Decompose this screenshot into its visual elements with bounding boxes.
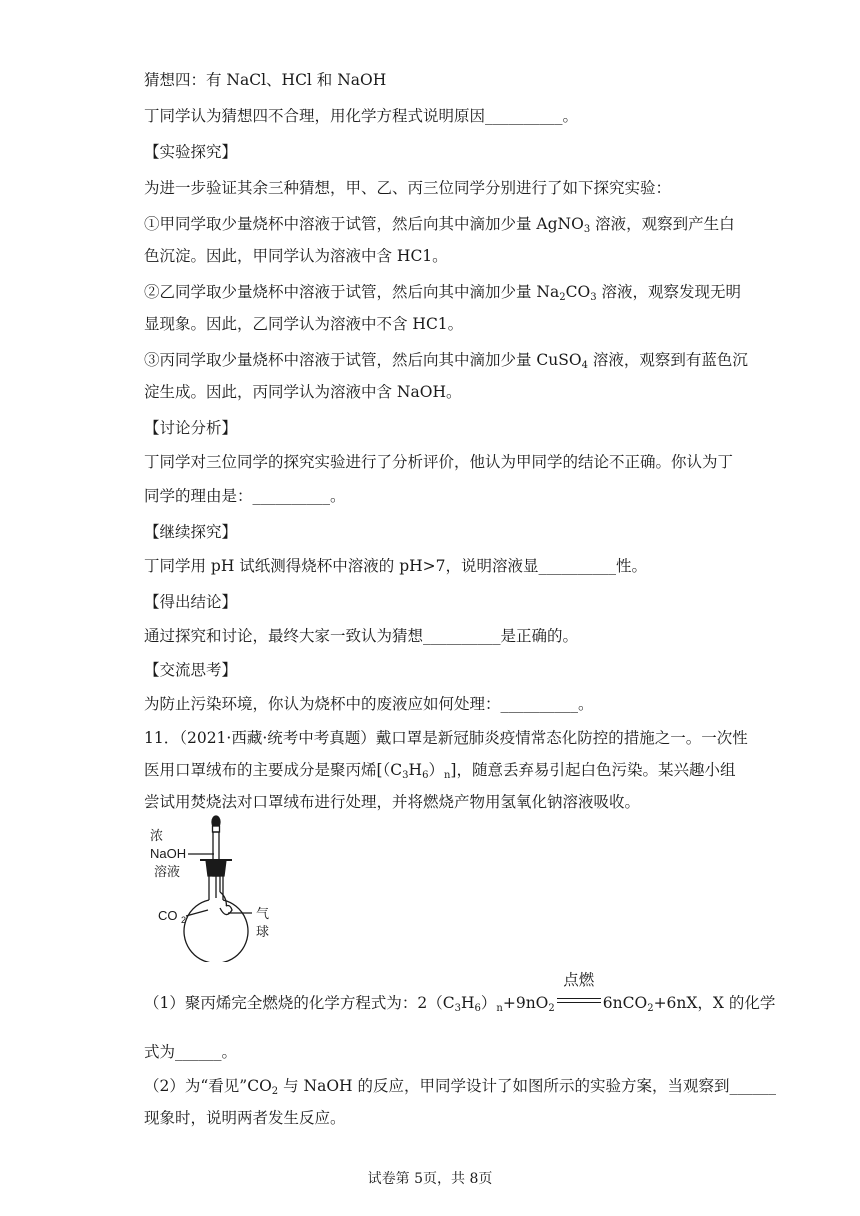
subscript: 2 [271,1086,279,1097]
subscript: 4 [581,360,588,371]
text: CO [565,283,591,301]
subscript: 2 [647,1003,654,1014]
subscript: n [496,1003,503,1014]
text: ]，随意丢弃易引起白色污染。某兴趣小组 [450,761,736,779]
text: ） [428,761,444,779]
experiment-b [144,282,741,302]
guess-four: 猜想四：有 NaCl、HCl 和 NaOH [144,71,387,89]
text: 与 NaOH 的反应，甲同学设计了如图所示的实验方案，当观察到______ [278,1077,776,1095]
label-naoh-3: 溶液 [154,864,181,879]
page-footer: 试卷第 5页，共 8页 [367,1171,493,1187]
text: ） [480,994,497,1012]
text: 丁同学认为猜想四不合理，用化学方程式说明原因 [144,107,486,125]
label-co2-sub: 2 [181,915,187,925]
subscript: 3 [454,1003,461,1014]
question-11-body-cont: 尝试用焚烧法对口罩绒布进行处理，并将燃烧产物用氢氧化钠溶液吸收。 [144,793,641,811]
question-11-title: 11．（2021·西藏·统考中考真题）戴口罩是新冠肺炎疫情常态化防控的措施之一。一次性 [144,729,748,747]
text: H [460,994,475,1012]
condition-label: 点燃 [563,971,595,989]
experiment-a-cont: 色沉淀。因此，甲同学认为溶液中含 HC1。 [144,247,448,265]
text: 医用口罩绒布的主要成分是聚丙烯[（C [144,761,403,779]
question-11-2 [144,1076,776,1096]
question-disposal[interactable]: 为防止污染环境，你认为烧杯中的废液应如何处理：__________。 [144,695,594,713]
subscript: n [443,770,451,781]
text: 溶液，观察到有蓝色沉 [587,351,748,369]
question-reason-d[interactable]: 同学的理由是：__________。 [144,487,346,505]
subscript: 2 [559,292,566,303]
section-heading-continue: 【继续探究】 [144,523,238,541]
label-naoh-2: NaOH [150,846,187,861]
experiment-c-cont: 淀生成。因此，丙同学认为溶液中含 NaOH。 [144,383,462,401]
text: 溶液，观察发现无明 [596,283,741,301]
paragraph: 丁同学对三位同学的探究实验进行了分析评价，他认为甲同学的结论不正确。你认为丁 [144,453,734,471]
section-heading-reflection: 【交流思考】 [144,661,238,679]
text: ②乙同学取少量烧杯中溶液于试管，然后向其中滴加少量 Na [144,283,560,301]
experiment-c [144,350,748,370]
section-heading-experiment: 【实验探究】 [144,143,238,161]
text: 。 [562,107,579,125]
subscript: 3 [590,292,597,303]
paragraph: 为进一步验证其余三种猜想，甲、乙、丙三位同学分别进行了如下探究实验： [144,179,672,197]
question-11-body [144,760,735,780]
answer-blank[interactable]: __________ [485,107,563,125]
subscript: 3 [583,224,591,235]
text: 溶液，观察到产生白 [590,215,735,233]
text: （2）为“看见”CO [144,1077,272,1095]
label-balloon-1: 气 [256,906,270,921]
label-co2: CO [158,908,178,923]
label-balloon-2: 球 [256,924,270,939]
text: H [408,761,423,779]
reaction-condition [557,971,601,1006]
question-reason [144,106,578,126]
question-11-1-cont[interactable]: 式为______。 [144,1043,238,1061]
experiment-a [144,214,735,234]
label-naoh-1: 浓 [150,828,164,843]
text: +6nX，X 的化学 [653,994,776,1012]
question-conclusion[interactable]: 通过探究和讨论，最终大家一致认为猜想__________是正确的。 [144,627,579,645]
section-heading-conclusion: 【得出结论】 [144,593,238,611]
experiment-b-cont: 显现象。因此，乙同学认为溶液中不含 HC1。 [144,315,464,333]
text: +9nO [502,994,549,1012]
text: 6nCO [602,994,648,1012]
text: （1）聚丙烯完全燃烧的化学方程式为：2（C [144,994,455,1012]
flask-diagram [148,812,298,962]
question-11-1 [144,971,776,1014]
apparatus-figure [148,812,298,962]
section-heading-discussion: 【讨论分析】 [144,419,238,437]
subscript: 6 [474,1003,481,1014]
text: ③丙同学取少量烧杯中溶液于试管，然后向其中滴加少量 CuSO [144,351,582,369]
question-11-2-cont: 现象时，说明两者发生反应。 [144,1109,346,1127]
text: ①甲同学取少量烧杯中溶液于试管，然后向其中滴加少量 AgNO [144,215,584,233]
subscript: 2 [548,1003,555,1014]
subscript: 3 [402,770,409,781]
subscript: 6 [422,770,429,781]
question-ph[interactable]: 丁同学用 pH 试纸测得烧杯中溶液的 pH>7，说明溶液显__________性。 [144,557,648,575]
